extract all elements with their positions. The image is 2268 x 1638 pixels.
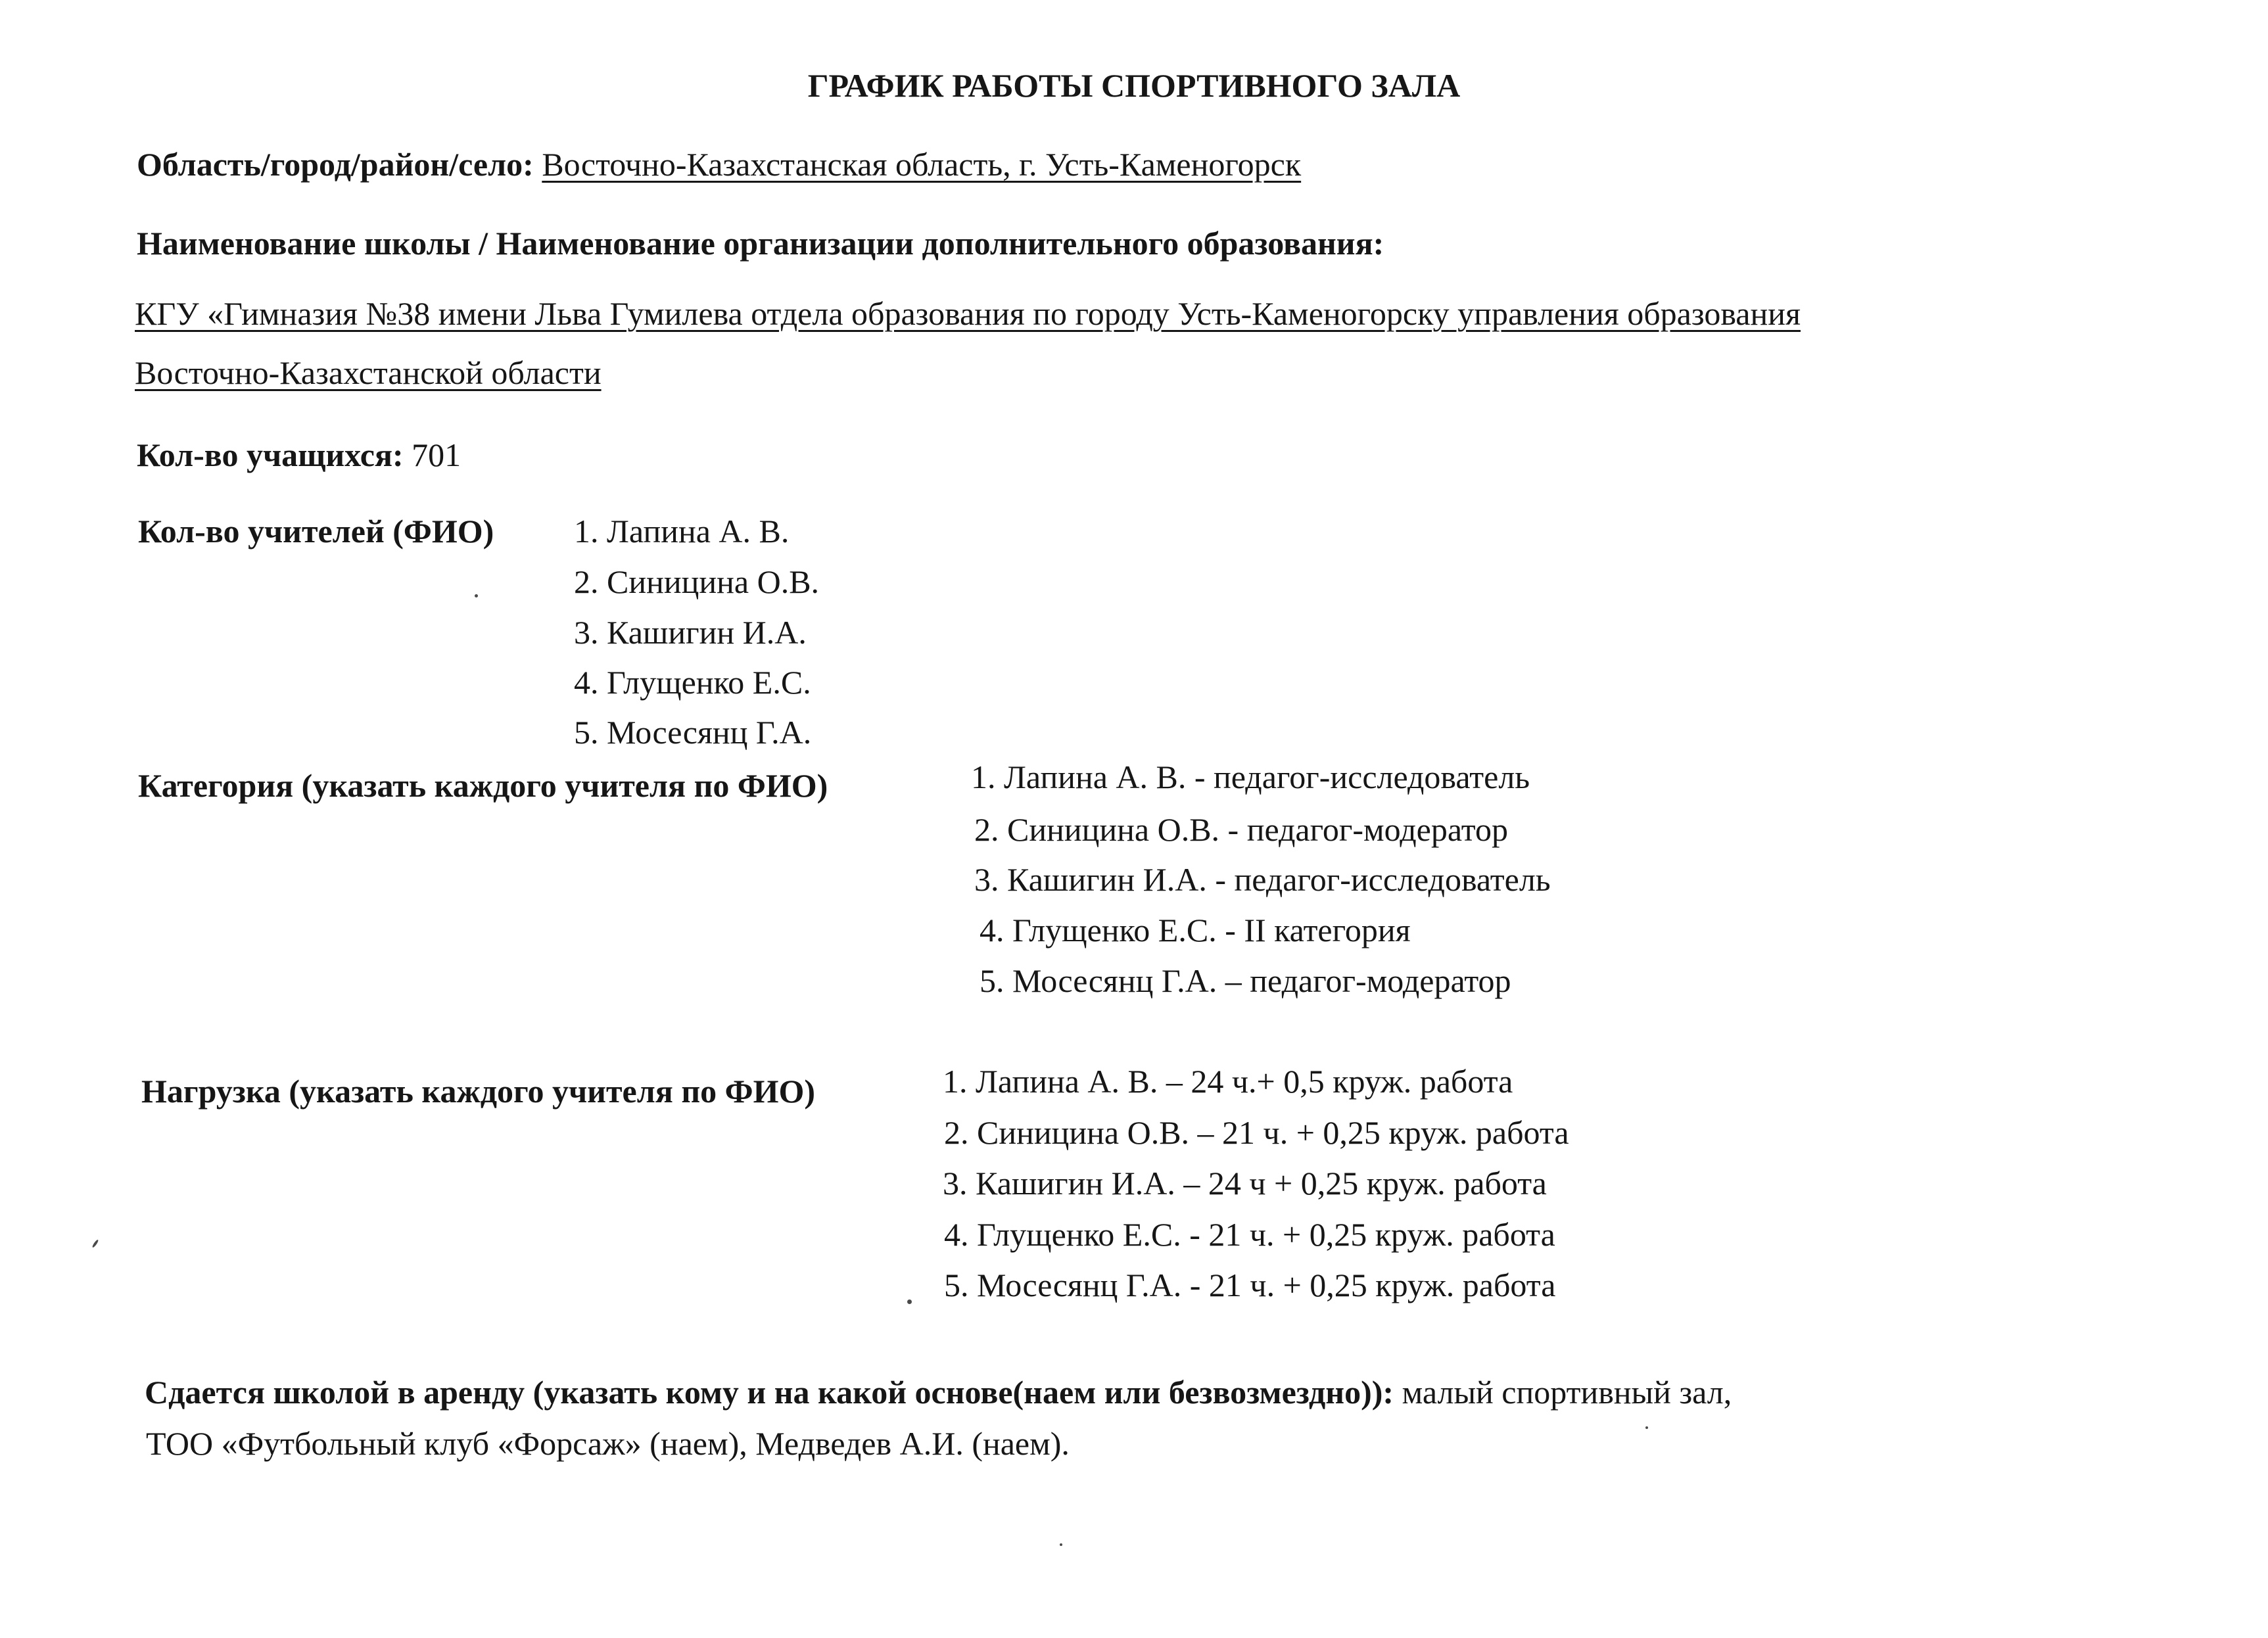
teacher-item: 3. Кашигин И.А.	[574, 614, 807, 651]
teacher-item: 5. Мосесянц Г.А.	[574, 714, 812, 751]
students-row	[137, 435, 461, 475]
region-row	[137, 145, 1301, 184]
scan-speck	[1645, 1426, 1648, 1429]
scan-speck	[475, 594, 478, 597]
category-item: 5. Мосесянц Г.А. – педагог-модератор	[980, 962, 1511, 999]
document-title: ГРАФИК РАБОТЫ СПОРТИВНОГО ЗАЛА	[807, 67, 1461, 104]
teachers-label: Кол-во учителей (ФИО)	[138, 513, 494, 550]
category-item: 2. Синицина О.В. - педагог-модератор	[974, 811, 1508, 848]
load-label: Нагрузка (указать каждого учителя по ФИО)	[141, 1073, 815, 1110]
load-item: 3. Кашигин И.А. – 24 ч + 0,25 круж. работа	[943, 1165, 1547, 1202]
school-label: Наименование школы / Наименование организации дополнительного образования:	[137, 225, 1384, 262]
students-value: 701	[412, 436, 461, 473]
teacher-item: 1. Лапина А. В.	[574, 513, 790, 550]
load-item: 5. Мосесянц Г.А. - 21 ч. + 0,25 круж. работа	[944, 1267, 1556, 1303]
load-item: 4. Глущенко Е.С. - 21 ч. + 0,25 круж. работа	[944, 1216, 1555, 1253]
teacher-item: 4. Глущенко Е.С.	[574, 664, 811, 701]
rent-row	[145, 1372, 1732, 1412]
category-item: 4. Глущенко Е.С. - II категория	[980, 912, 1411, 948]
category-item: 1. Лапина А. В. - педагог-исследователь	[971, 759, 1530, 795]
school-value-line1: КГУ «Гимназия №38 имени Льва Гумилева отдела образования по городу Усть-Каменогорску управления образования	[135, 295, 1801, 332]
scan-speck	[91, 1239, 99, 1248]
scan-speck	[1060, 1543, 1062, 1546]
rent-value-line2: ТОО «Футбольный клуб «Форсаж» (наем), Медведев А.И. (наем).	[146, 1425, 1070, 1462]
scan-speck	[907, 1299, 912, 1304]
load-item: 2. Синицина О.В. – 21 ч. + 0,25 круж. работа	[944, 1114, 1569, 1151]
school-value-line2: Восточно-Казахстанской области	[135, 354, 602, 391]
rent-value-line1: малый спортивный зал,	[1394, 1374, 1732, 1411]
students-label: Кол-во учащихся:	[137, 436, 404, 473]
category-label: Категория (указать каждого учителя по ФИО)	[138, 767, 828, 804]
region-label: Область/город/район/село:	[137, 146, 534, 183]
category-item: 3. Кашигин И.А. - педагог-исследователь	[974, 861, 1551, 898]
rent-label: Сдается школой в аренду (указать кому и на какой основе(наем или безвозмездно)):	[145, 1374, 1394, 1411]
load-item: 1. Лапина А. В. – 24 ч.+ 0,5 круж. работа	[943, 1063, 1513, 1100]
teacher-item: 2. Синицина О.В.	[574, 563, 820, 600]
region-value: Восточно-Казахстанская область, г. Усть-Каменогорск	[542, 146, 1302, 183]
